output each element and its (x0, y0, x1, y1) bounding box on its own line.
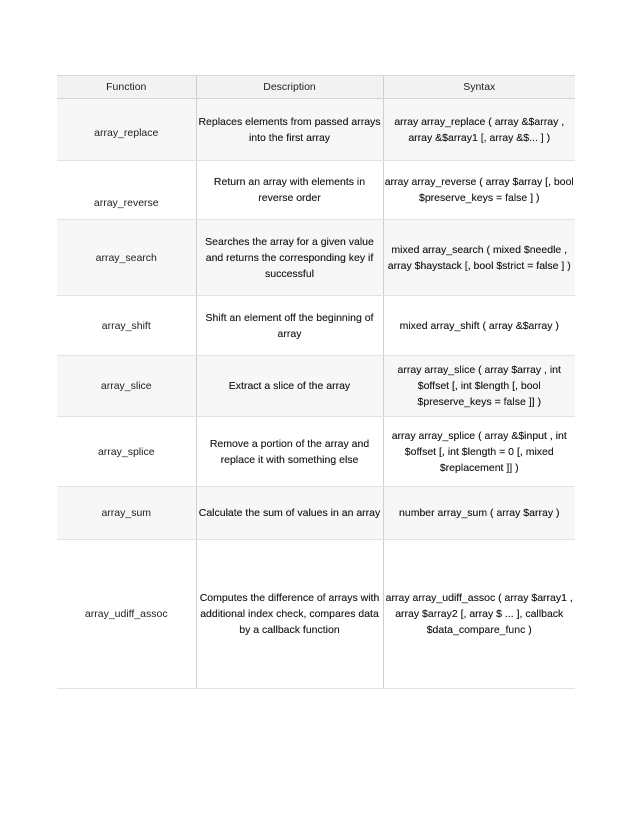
syntax-cell: array array_slice ( array $array , int $offset [, int $length [, bool $preserve_keys = false ]] ) (383, 356, 575, 417)
syntax-cell: array array_splice ( array &$input , int $offset [, int $length = 0 [, mixed $replacement ]] ) (383, 417, 575, 487)
header-syntax: Syntax (383, 76, 575, 99)
syntax-cell: array array_replace ( array &$array , array &$array1 [, array &$... ] ) (383, 99, 575, 161)
table-row (57, 417, 575, 487)
syntax-cell: number array_sum ( array $array ) (383, 487, 575, 540)
function-cell: array_replace (57, 99, 196, 161)
header-description: Description (196, 76, 383, 99)
function-cell: array_slice (57, 356, 196, 417)
php-array-functions-table (57, 75, 575, 689)
description-cell: Replaces elements from passed arrays into the first array (196, 99, 383, 161)
description-cell: Calculate the sum of values in an array (196, 487, 383, 540)
table-row (57, 99, 575, 161)
header-row (57, 76, 575, 99)
function-cell: array_sum (57, 487, 196, 540)
description-cell: Searches the array for a given value and returns the corresponding key if successful (196, 220, 383, 296)
table-row (57, 356, 575, 417)
table-row (57, 220, 575, 296)
table-row (57, 296, 575, 356)
function-cell: array_search (57, 220, 196, 296)
description-cell: Remove a portion of the array and replace it with something else (196, 417, 383, 487)
table-row (57, 487, 575, 540)
description-cell: Computes the difference of arrays with additional index check, compares data by a callback function (196, 540, 383, 689)
table-row (57, 161, 575, 220)
syntax-cell: array array_udiff_assoc ( array $array1 , array $array2 [, array $ ... ], callback $data_compare_func ) (383, 540, 575, 689)
table-body (57, 99, 575, 689)
function-cell: array_splice (57, 417, 196, 487)
syntax-cell: mixed array_search ( mixed $needle , array $haystack [, bool $strict = false ] ) (383, 220, 575, 296)
description-cell: Extract a slice of the array (196, 356, 383, 417)
description-cell: Return an array with elements in reverse order (196, 161, 383, 220)
function-cell: array_reverse (57, 161, 196, 220)
header-function: Function (57, 76, 196, 99)
syntax-cell: mixed array_shift ( array &$array ) (383, 296, 575, 356)
description-cell: Shift an element off the beginning of array (196, 296, 383, 356)
table-row (57, 540, 575, 689)
function-cell: array_udiff_assoc (57, 540, 196, 689)
function-cell: array_shift (57, 296, 196, 356)
syntax-cell: array array_reverse ( array $array [, bool $preserve_keys = false ] ) (383, 161, 575, 220)
table-header (57, 76, 575, 99)
